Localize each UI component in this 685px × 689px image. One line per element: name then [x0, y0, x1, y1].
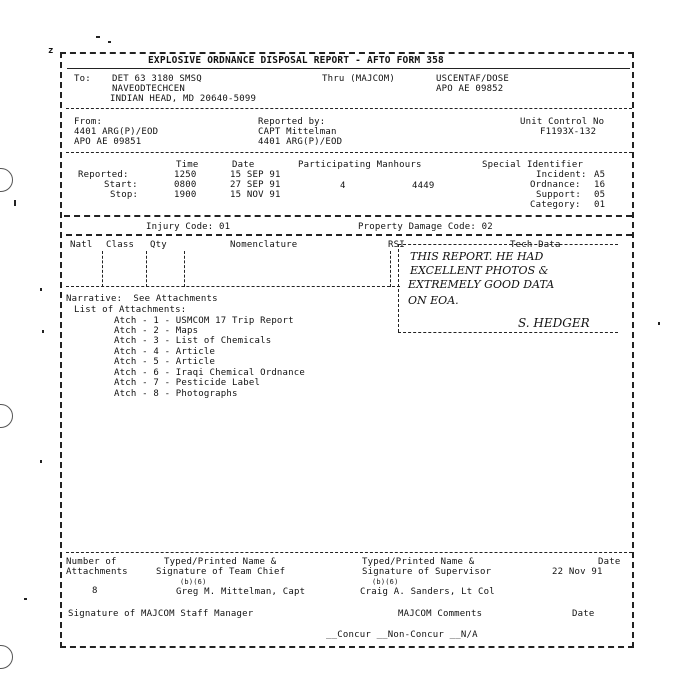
attachment-item: Atch - 7 - Pesticide Label — [114, 378, 261, 388]
scan-speck — [42, 330, 44, 333]
frame-right — [632, 52, 634, 648]
scan-speck — [40, 288, 42, 291]
participating-header: Participating Manhours — [298, 160, 422, 170]
support-label: Support: — [536, 190, 581, 200]
scan-speck — [96, 36, 100, 38]
note-left-line — [398, 244, 399, 332]
thru-label: Thru (MAJCOM) — [322, 74, 396, 84]
support-value: 05 — [594, 190, 606, 200]
table-col-divider — [184, 251, 185, 287]
from-divider — [66, 152, 632, 153]
note-bottom-line — [398, 332, 618, 333]
table-col-divider — [390, 251, 391, 287]
table-col-divider — [102, 251, 103, 287]
time-header: Time — [176, 160, 199, 170]
incident-label: Incident: — [536, 170, 587, 180]
from-line-1: 4401 ARG(P)/EOD — [74, 127, 159, 137]
frame-left — [60, 52, 62, 648]
frame-top — [60, 52, 634, 54]
to-line-3: INDIAN HEAD, MD 20640-5099 — [110, 94, 257, 104]
reported-date: 15 SEP 91 — [230, 170, 281, 180]
manhours-value: 4449 — [412, 181, 435, 191]
handwritten-note-line-4: ON EOA. — [408, 294, 459, 307]
supervisor-name: Craig A. Sanders, Lt Col — [360, 587, 495, 597]
nomenclature-header: Nomenclature — [230, 240, 298, 250]
scan-speck — [108, 41, 111, 43]
attachments-title: List of Attachments: — [74, 305, 187, 315]
handwritten-note-line-3: EXTREMELY GOOD DATA — [408, 278, 555, 291]
scan-speck — [24, 598, 27, 600]
number-label-2: Attachments — [66, 567, 128, 577]
incident-value: A5 — [594, 170, 606, 180]
narrative-line: Narrative: See Attachments — [66, 294, 218, 304]
handwritten-note-line-1: THIS REPORT. HE HAD — [410, 250, 544, 263]
date-value: 22 Nov 91 — [552, 567, 603, 577]
stop-row-label: Stop: — [110, 190, 139, 200]
supervisor-redaction: (b)(6) — [372, 578, 399, 586]
special-identifier-header: Special Identifier — [482, 160, 584, 170]
start-row-label: Start: — [104, 180, 138, 190]
tech-data-header: Tech Data — [510, 240, 561, 250]
binder-hole — [0, 404, 13, 428]
codes-divider — [66, 234, 632, 236]
stop-time: 1900 — [174, 190, 197, 200]
scan-speck — [14, 200, 16, 206]
binder-hole — [0, 645, 13, 669]
attachment-item: Atch - 8 - Photographs — [114, 389, 238, 399]
number-value: 8 — [92, 586, 98, 596]
class-header: Class — [106, 240, 135, 250]
from-label: From: — [74, 117, 103, 127]
qty-header: Qty — [150, 240, 167, 250]
handwritten-signature: S. HEDGER — [518, 316, 590, 330]
footer-divider — [66, 552, 632, 553]
natl-header: Natl — [70, 240, 93, 250]
supervisor-label-2: Signature of Supervisor — [362, 567, 492, 577]
attachment-item: Atch - 3 - List of Chemicals — [114, 336, 272, 346]
reported-by-label: Reported by: — [258, 117, 326, 127]
reported-row-label: Reported: — [78, 170, 129, 180]
note-top-line — [398, 244, 618, 245]
majcom-signature-label: Signature of MAJCOM Staff Manager — [68, 609, 254, 619]
thru-line-2: APO AE 09852 — [436, 84, 504, 94]
majcom-comments-label: MAJCOM Comments — [398, 609, 483, 619]
table-col-divider — [146, 251, 147, 287]
times-divider — [64, 215, 632, 217]
injury-code: Injury Code: 01 — [146, 222, 231, 232]
reported-by-line-1: CAPT Mittelman — [258, 127, 337, 137]
ordnance-value: 16 — [594, 180, 606, 190]
scan-speck — [658, 322, 660, 325]
attachment-item: Atch - 1 - USMCOM 17 Trip Report — [114, 316, 294, 326]
from-line-2: APO AE 09851 — [74, 137, 142, 147]
start-date: 27 SEP 91 — [230, 180, 281, 190]
to-label: To: — [74, 74, 91, 84]
start-time: 0800 — [174, 180, 197, 190]
property-damage-code: Property Damage Code: 02 — [358, 222, 493, 232]
margin-mark: z — [48, 46, 54, 56]
team-chief-label-2: Signature of Team Chief — [156, 567, 286, 577]
category-label: Category: — [530, 200, 581, 210]
attachment-item: Atch - 2 - Maps — [114, 326, 199, 336]
concur-options: __Concur __Non-Concur __N/A — [326, 630, 478, 640]
table-bottom-line — [66, 286, 400, 287]
unit-control-label: Unit Control No — [520, 117, 605, 127]
stop-date: 15 NOV 91 — [230, 190, 281, 200]
frame-bottom — [60, 646, 634, 648]
handwritten-note-line-2: EXCELLENT PHOTOS & — [410, 264, 549, 277]
team-chief-redaction: (b)(6) — [180, 578, 207, 586]
binder-hole — [0, 168, 13, 192]
reported-time: 1250 — [174, 170, 197, 180]
form-title: EXPLOSIVE ORDNANCE DISPOSAL REPORT - AFTO FORM 358 — [148, 55, 444, 66]
team-chief-name: Greg M. Mittelman, Capt — [176, 587, 306, 597]
attachment-item: Atch - 6 - Iraqi Chemical Ordnance — [114, 368, 306, 378]
ordnance-label: Ordnance: — [530, 180, 581, 190]
category-value: 01 — [594, 200, 606, 210]
scan-speck — [40, 460, 42, 463]
number-label-1: Number of — [66, 557, 117, 567]
title-divider — [67, 68, 630, 69]
supervisor-label-1: Typed/Printed Name & — [362, 557, 475, 567]
participating-value: 4 — [340, 181, 346, 191]
majcom-date-label: Date — [572, 609, 595, 619]
reported-by-line-2: 4401 ARG(P)/EOD — [258, 137, 343, 147]
to-line-1: DET 63 3180 SMSQ — [112, 74, 202, 84]
attachment-item: Atch - 5 - Article — [114, 357, 216, 367]
to-line-2: NAVEODTECHCEN — [112, 84, 186, 94]
date-label: Date — [598, 557, 621, 567]
thru-line-1: USCENTAF/DOSE — [436, 74, 510, 84]
attachment-item: Atch - 4 - Article — [114, 347, 216, 357]
team-chief-label-1: Typed/Printed Name & — [164, 557, 277, 567]
rsi-header: RSI — [388, 240, 405, 250]
unit-control-value: F1193X-132 — [540, 127, 597, 137]
to-divider — [66, 108, 632, 109]
date-header: Date — [232, 160, 255, 170]
